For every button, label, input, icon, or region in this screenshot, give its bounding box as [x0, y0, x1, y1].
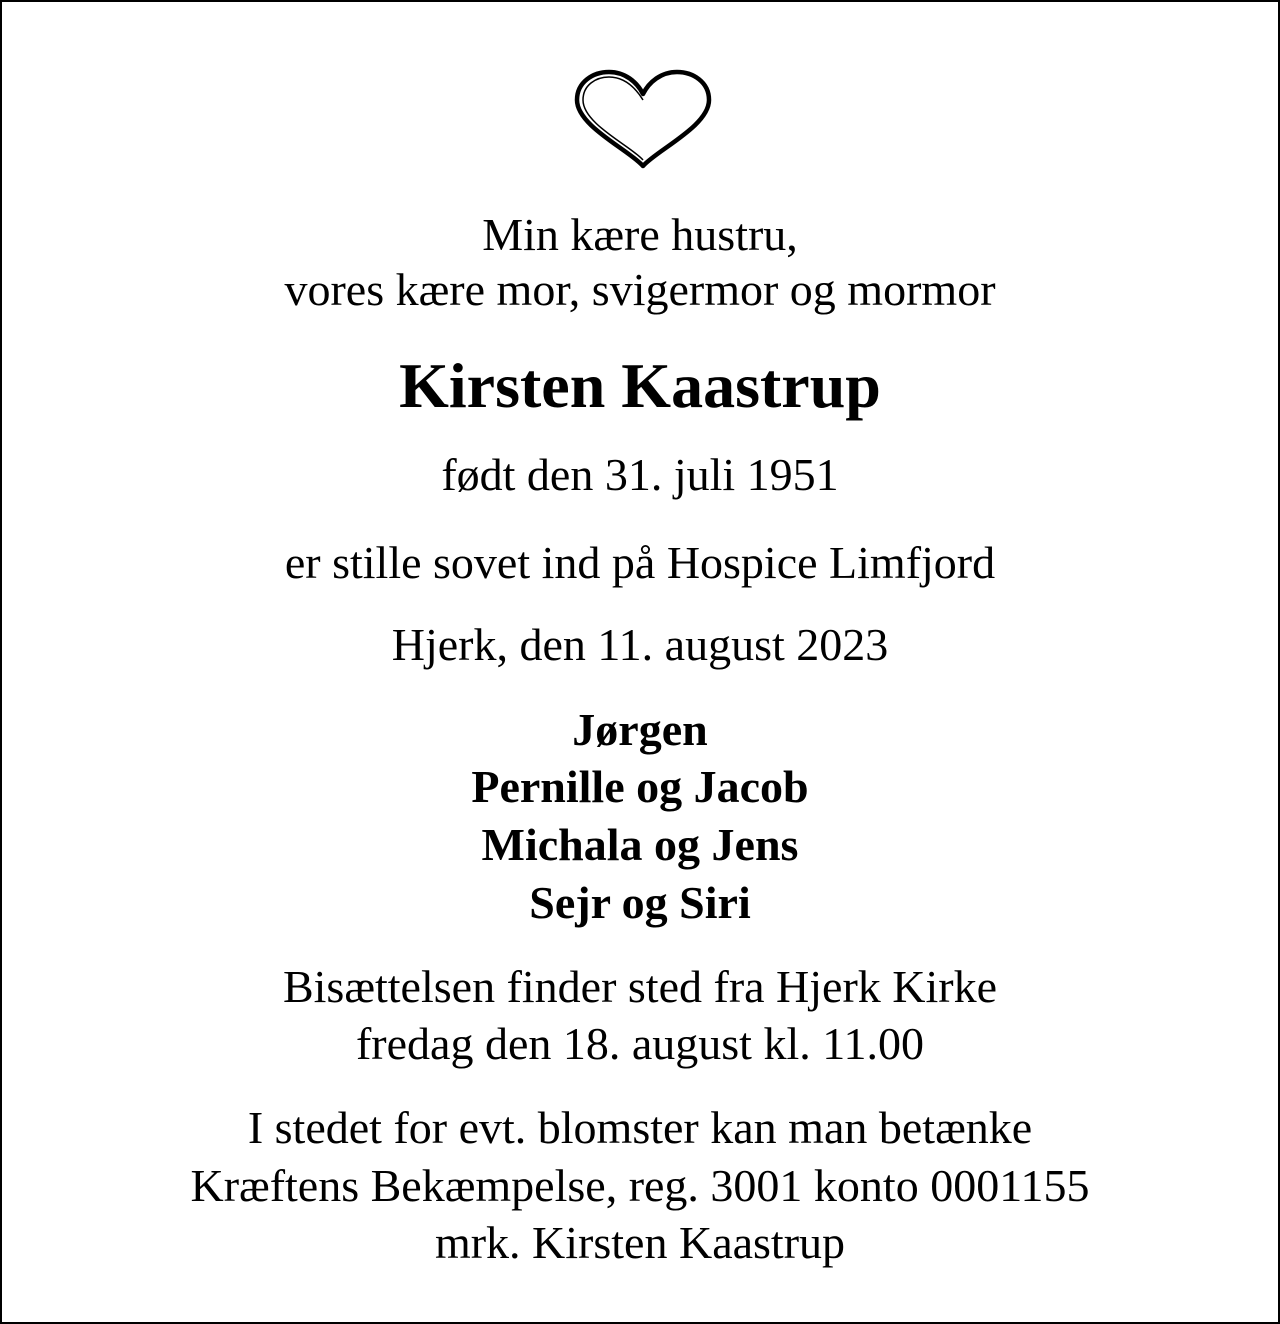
- family-member-3: Michala og Jens: [481, 819, 799, 870]
- family-member-1: Jørgen: [572, 704, 708, 755]
- intro-line-2: vores kære mor, svigermor og mormor: [284, 264, 996, 315]
- donation-line-2: Kræftens Bekæmpelse, reg. 3001 konto 0001155: [190, 1160, 1090, 1211]
- heart-icon: [569, 68, 717, 170]
- funeral-line-1: Bisættelsen finder sted fra Hjerk Kirke: [282, 961, 998, 1012]
- place-and-date: Hjerk, den 11. august 2023: [391, 619, 889, 670]
- birth-date: født den 31. juli 1951: [441, 449, 839, 500]
- donation-line-3: mrk. Kirsten Kaastrup: [434, 1217, 846, 1268]
- deceased-name: Kirsten Kaastrup: [399, 350, 881, 421]
- donation-line-1: I stedet for evt. blomster kan man betænke: [247, 1102, 1033, 1153]
- family-member-2: Pernille og Jacob: [471, 761, 809, 812]
- intro-line-1: Min kære hustru,: [482, 209, 798, 260]
- family-member-4: Sejr og Siri: [529, 877, 751, 928]
- funeral-line-2: fredag den 18. august kl. 11.00: [355, 1018, 925, 1069]
- passing-text: er stille sovet ind på Hospice Limfjord: [284, 537, 996, 588]
